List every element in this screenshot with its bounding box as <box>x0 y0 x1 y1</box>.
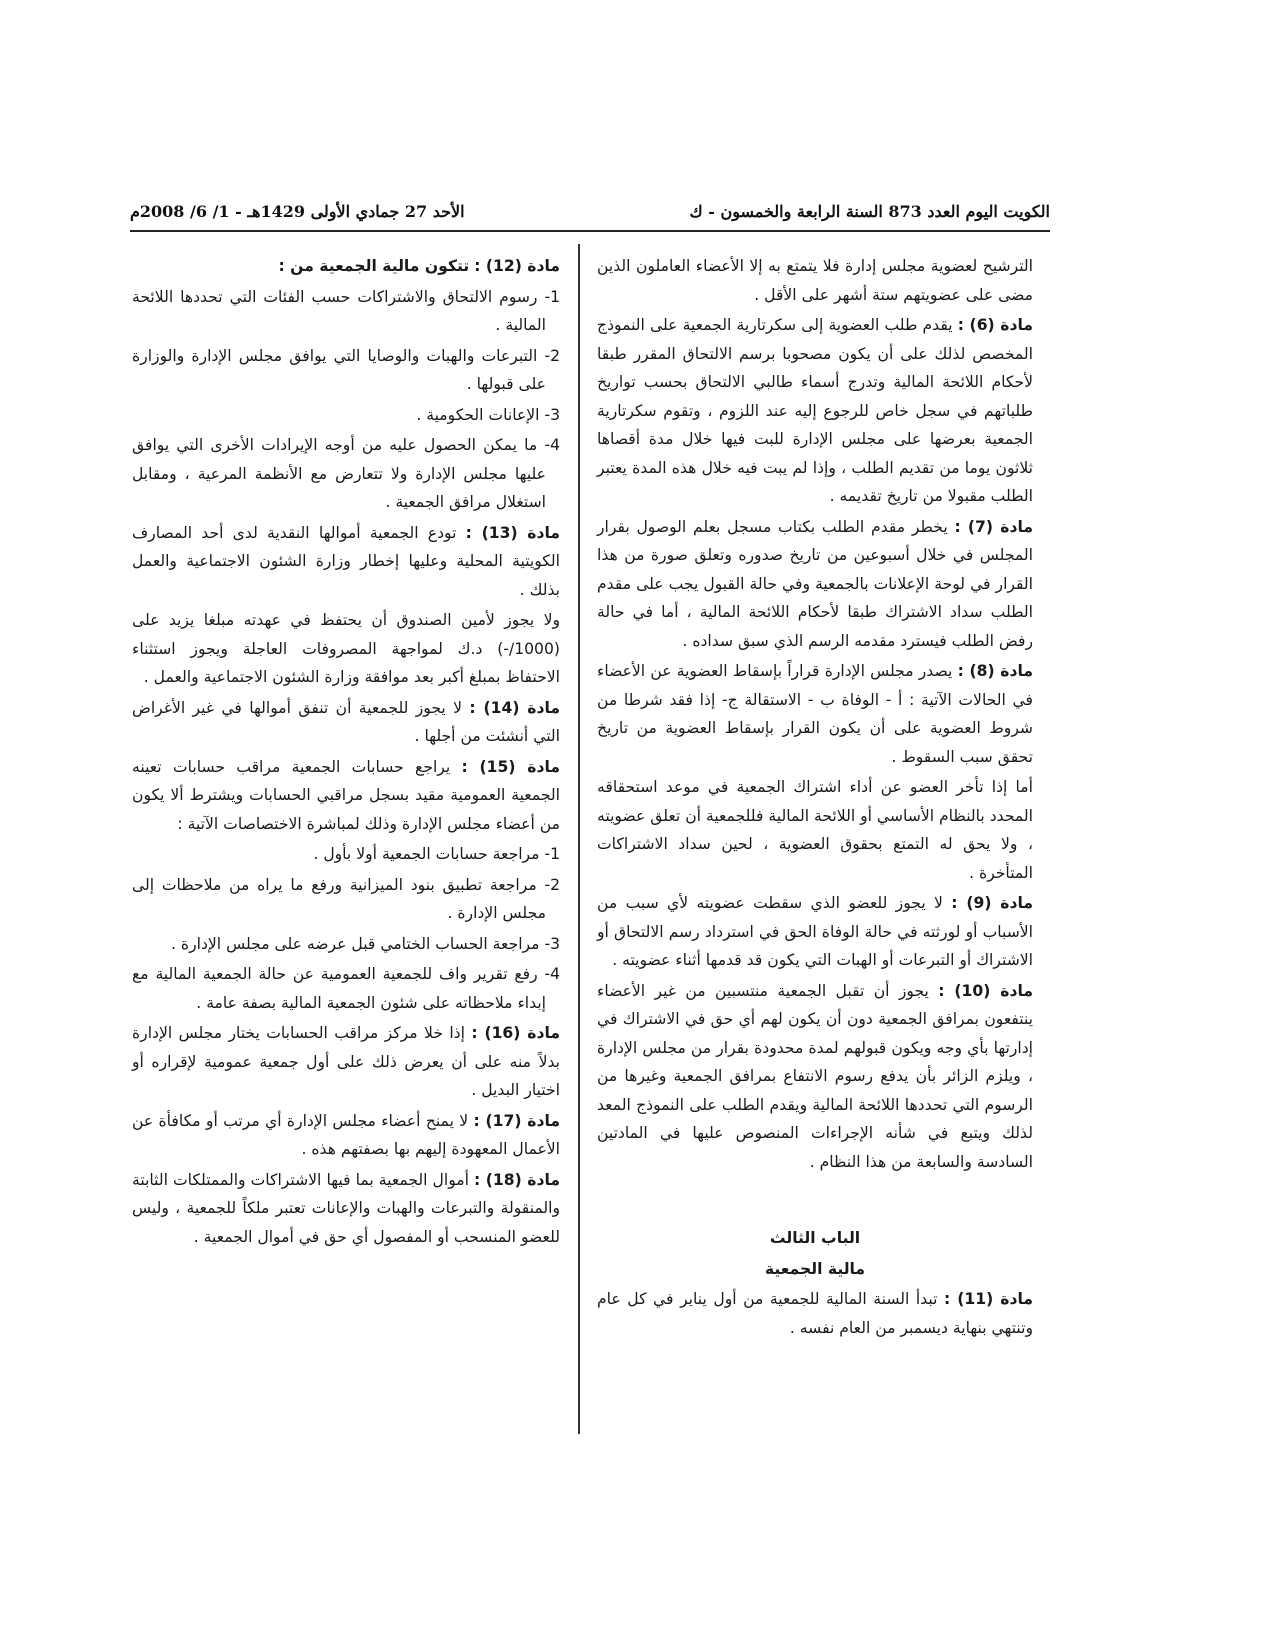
article-text: لا يجوز للعضو الذي سقطت عضويته لأي سبب من الأسباب أو لورثته في حالة الوفاة الحق في استرداد رسم الالتحاق أو الاشتراك أو التبرعات أو الهبات التي يكون قد قدمها أثناء عضويته . <box>597 894 1033 969</box>
article-label: مادة (10) : <box>938 981 1033 1000</box>
header-divider <box>130 230 1050 232</box>
article-16 <box>132 1019 560 1105</box>
list-item: 1- رسوم الالتحاق والاشتراكات حسب الفئات التي تحددها اللائحة المالية . <box>132 287 560 334</box>
article-17 <box>132 1107 560 1164</box>
article-12 <box>132 252 560 281</box>
article-text: يصدر مجلس الإدارة قراراً بإسقاط العضوية عن الأعضاء في الحالات الآتية : أ - الوفاة ب - الاستقالة ج- إذا فقد شرطا من شروط العضوية على أن يكون القرار بإسقاط العضوية من تاريخ تحقق سبب السقوط . <box>597 662 1033 766</box>
article-text: يخطر مقدم الطلب بكتاب مسجل بعلم الوصول بقرار المجلس في خلال أسبوعين من تاريخ صدوره وتعلق صورة من هذا القرار في لوحة الإعلانات بالجمعية وفي حالة القبول يجب على مقدم الطلب سداد الاشتراك طبقا لأحكام اللائحة المالية ، أما في حالة رفض الطلب فيسترد مقدمه الرسم الذي سبق سداده . <box>597 517 1033 650</box>
list-item: 4- ما يمكن الحصول عليه من أوجه الإيرادات الأخرى التي يوافق عليها مجلس الإدارة ولا تتعارض مع الأنظمة المرعية ، ومقابل استغلال مرافق الجمعية . <box>132 436 560 511</box>
article-text: يقدم طلب العضوية إلى سكرتارية الجمعية على النموذج المخصص لذلك على أن يكون مصحوبا برسم الالتحاق المقرر طبقا لأحكام اللائحة المالية وتدرج أسماء طالبي الالتحاق بحسب تواريخ طلباتهم في سجل خاص للرجوع إليه عند اللزوم ، وتقوم سكرتارية الجمعية بعرضها على مجلس الإدارة للبت فيها خلال مدة أقصاها ثلاثون يوما من تقديم الطلب ، وإذا لم يبت فيه خلال هذه المدة يعتبر الطلب مقبولا من تاريخ تقديمه . <box>597 316 1033 505</box>
article-text: إذا خلا مركز مراقب الحسابات يختار مجلس الإدارة بدلاً منه على أن يعرض ذلك على أول جمعية عمومية لإقراره أو اختيار البديل . <box>132 1024 560 1099</box>
list-item: 4- رفع تقرير واف للجمعية العمومية عن حالة الجمعية المالية مع إبداء ملاحظاته على شئون الجمعية المالية بصفة عامة . <box>132 965 560 1012</box>
article-label: مادة (15) : <box>461 757 560 776</box>
article-label: مادة (12) : <box>474 257 560 275</box>
article-10 <box>597 977 1033 1177</box>
list-item: 2- مراجعة تطبيق بنود الميزانية ورفع ما يراه من ملاحظات إلى مجلس الإدارة . <box>132 875 560 922</box>
article-label: مادة (17) : <box>473 1111 560 1130</box>
article-text: لا يمنح أعضاء مجلس الإدارة أي مرتب أو مكافأة عن الأعمال المعهودة إليهم بها بصفتهم هذه . <box>132 1111 560 1158</box>
header-publication-info: الكويت اليوم العدد 873 السنة الرابعة والخمسون - ك <box>689 202 1050 221</box>
article-label: مادة (14) : <box>469 698 560 717</box>
list-item: 1- مراجعة حسابات الجمعية أولا بأول . <box>313 845 560 863</box>
page-header <box>130 196 1050 230</box>
article-11 <box>597 1285 1033 1342</box>
chapter-subtitle: مالية الجمعية <box>764 1259 866 1278</box>
list-item: 2- التبرعات والهبات والوصايا التي يوافق مجلس الإدارة والوزارة على قبولها . <box>132 346 560 393</box>
article-label: مادة (6) : <box>957 316 1033 334</box>
article-text: تتكون مالية الجمعية من : <box>278 257 470 275</box>
list-item: 3- الإعانات الحكومية . <box>416 405 560 424</box>
left-column <box>132 252 560 1253</box>
article-label: مادة (18) : <box>474 1170 560 1189</box>
article-8-paragraph-2: أما إذا تأخر العضو عن أداء اشتراك الجمعية في موعد استحقاقه المحدد بالنظام الأساسي أو اللائحة المالية فللجمعية أن تعلق عضويته ، ولا يحق له التمتع بحقوق العضوية ، لحين سداد الاشتراكات المتأخرة . <box>597 778 1033 882</box>
list-item: 3- مراجعة الحساب الختامي قبل عرضه على مجلس الإدارة . <box>171 934 560 953</box>
article-label: مادة (9) : <box>951 894 1033 912</box>
article-label: مادة (8) : <box>957 662 1034 680</box>
article-15 <box>132 753 560 839</box>
article-label: مادة (16) : <box>471 1024 560 1042</box>
article-text: تبدأ السنة المالية للجمعية من أول يناير في كل عام وتنتهي بنهاية ديسمبر من العام نفسه . <box>597 1290 1033 1337</box>
article-14 <box>132 694 560 751</box>
article-label: مادة (11) : <box>944 1290 1033 1308</box>
article-label: مادة (7) : <box>954 517 1033 536</box>
article-9 <box>597 889 1033 975</box>
article-text: أموال الجمعية بما فيها الاشتراكات والممتلكات الثابتة والمنقولة والتبرعات والهبات والإعانات تعتبر ملكاً للجمعية ، وليس للعضو المنسحب أو المفصول أي حق في أموال الجمعية . <box>132 1170 560 1246</box>
article-text: يجوز أن تقبل الجمعية منتسبين من غير الأعضاء ينتفعون بمرافق الجمعية دون أن يكون لهم أي حق في الاشتراك في إدارتها بأي وجه ويكون قبولهم لمدة محدودة بقرار من مجلس الإدارة ، ويلزم الزائر بأن يدفع رسوم الانتفاع بمرافق الجمعية وغيرها من الرسوم التي تحددها اللائحة المالية ويقدم الطلب على النموذج المعد لذلك ويتبع في شأنه الإجراءات المنصوص عليها في المادتين السادسة والسابعة من هذا النظام . <box>597 981 1033 1171</box>
article-18 <box>132 1166 560 1252</box>
article-text: تودع الجمعية أموالها النقدية لدى أحد المصارف الكويتية المحلية وعليها إخطار وزارة الشئون الاجتماعية والعمل بذلك . <box>132 523 560 599</box>
article-label: مادة (13) : <box>465 523 560 542</box>
column-divider <box>578 244 580 1434</box>
chapter-title: الباب الثالث <box>769 1229 861 1247</box>
article-text: يراجع حسابات الجمعية مراقب حسابات تعينه الجمعية العمومية مقيد بسجل مراقبي الحسابات ويشترط ألا يكون من أعضاء مجلس الإدارة وذلك لمباشرة الاختصاصات الآتية : <box>132 757 560 833</box>
article-6 <box>597 311 1033 511</box>
article-8 <box>597 657 1033 771</box>
header-date: الأحد 27 جمادي الأولى 1429هـ - 1/ 6/ 2008م <box>130 202 465 221</box>
article-7 <box>597 513 1033 656</box>
article-13 <box>132 519 560 605</box>
right-column <box>597 252 1033 1344</box>
article-13-paragraph-2: ولا يجوز لأمين الصندوق أن يحتفظ في عهدته مبلغا يزيد على (1000/-) د.ك لمواجهة المصروفات العاجلة ويجوز استثناء الاحتفاظ بمبلغ أكبر بعد موافقة وزارة الشئون الاجتماعية والعمل . <box>132 611 560 686</box>
paragraph-continuation: الترشيح لعضوية مجلس إدارة فلا يتمتع به إلا الأعضاء العاملون الذين مضى على عضويتهم ستة أشهر على الأقل . <box>597 257 1033 304</box>
article-text: لا يجوز للجمعية أن تنفق أموالها في غير الأغراض التي أنشئت من أجلها . <box>132 698 560 745</box>
